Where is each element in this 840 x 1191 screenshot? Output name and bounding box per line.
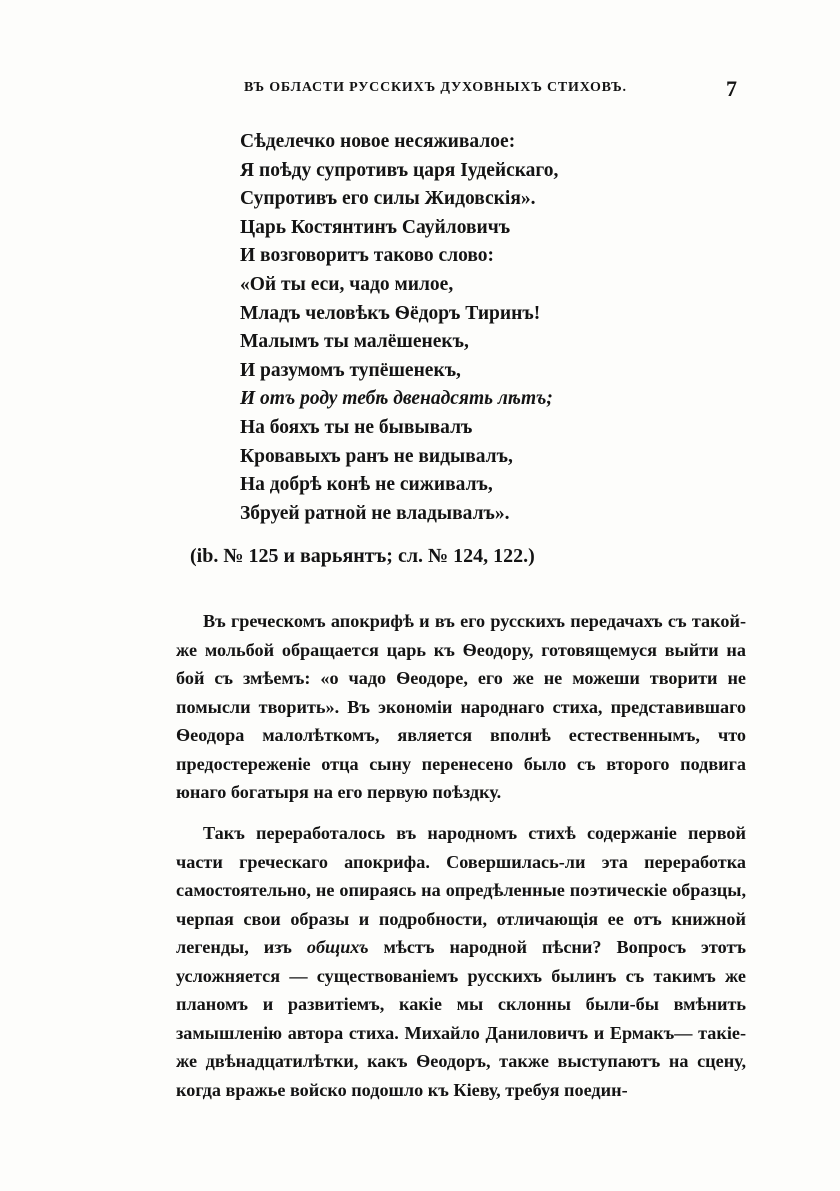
- verse-block: [240, 128, 558, 528]
- verse-line: На добрѣ конѣ не сиживалъ,: [240, 474, 493, 496]
- running-head: [244, 76, 744, 104]
- paragraph-2: [176, 819, 746, 1104]
- verse-line: Царь Костянтинъ Сауйловичъ: [240, 216, 511, 238]
- verse-line: Сѣделечко новое несяживалое:: [240, 131, 516, 152]
- verse-line: Збруей ратной не владывалъ».: [240, 502, 510, 524]
- verse-line: И возговоритъ таково слово:: [240, 245, 495, 267]
- page-number: 7: [726, 76, 737, 101]
- paragraph-2-text-start: Такъ переработалось въ народномъ стихѣ содержаніе первой части греческаго апокрифа. Совершилась-ли эта переработка самостоятельно, не опираясь на опредѣленные поэтическіе образцы, черпая свои образы и подробности, отличающія ее отъ книжной легенды, изъ: [176, 823, 746, 957]
- verse-line: Младъ человѣкъ Ѳёдоръ Тиринъ!: [240, 302, 541, 324]
- verse-line: И отъ роду тебѣ двенадсять лѣтъ;: [240, 388, 553, 410]
- verse-line: На бояхъ ты не бывывалъ: [240, 416, 473, 438]
- paragraph-2-text-end: мѣстъ народной пѣсни? Вопросъ этотъ усложняется — существованіемъ русскихъ былинъ съ такимъ же планомъ и развитіемъ, какіе мы склонны были-бы вмѣнить замышленію автора стиха. Михайло Даниловичъ и Ермакъ— такіе-же двѣнадцатилѣтки, какъ Ѳеодоръ, также выступаютъ на сцену, когда вражье войско подошло къ Кіеву, требуя поедин-: [176, 937, 746, 1100]
- running-head-title: ВЪ ОБЛАСТИ РУССКИХЪ ДУХОВНЫХЪ СТИХОВЪ.: [244, 80, 627, 95]
- verse-line: Я поѣду супротивъ царя Іудейскаго,: [240, 159, 559, 181]
- verse-line: Супротивъ его силы Жидовскія».: [240, 188, 536, 210]
- verse-line: И разумомъ тупёшенекъ,: [240, 359, 461, 381]
- verse-line: Кровавыхъ ранъ не видывалъ,: [240, 445, 513, 467]
- verse-citation: (ib. № 125 и варьянтъ; сл. № 124, 122.): [190, 545, 535, 567]
- paragraph-2-emphasis: общихъ: [306, 937, 369, 957]
- paragraph-1: Въ греческомъ апокрифѣ и въ его русскихъ передачахъ съ такой-же мольбой обращается царь къ Ѳеодору, готовящемуся выйти на бой съ змѣемъ: «о чадо Ѳеодоре, его же не можеши творити не помысли творить». Въ экономіи народнаго стиха, представившаго Ѳеодора малолѣткомъ, является вполнѣ естественнымъ, что предостереженіе отца сыну перенесено было съ второго подвига юнаго богатыря на его первую поѣздку.: [176, 611, 746, 802]
- verse-line: «Ой ты еси, чадо милое,: [240, 273, 454, 295]
- verse-line: Малымъ ты малёшенекъ,: [240, 331, 469, 353]
